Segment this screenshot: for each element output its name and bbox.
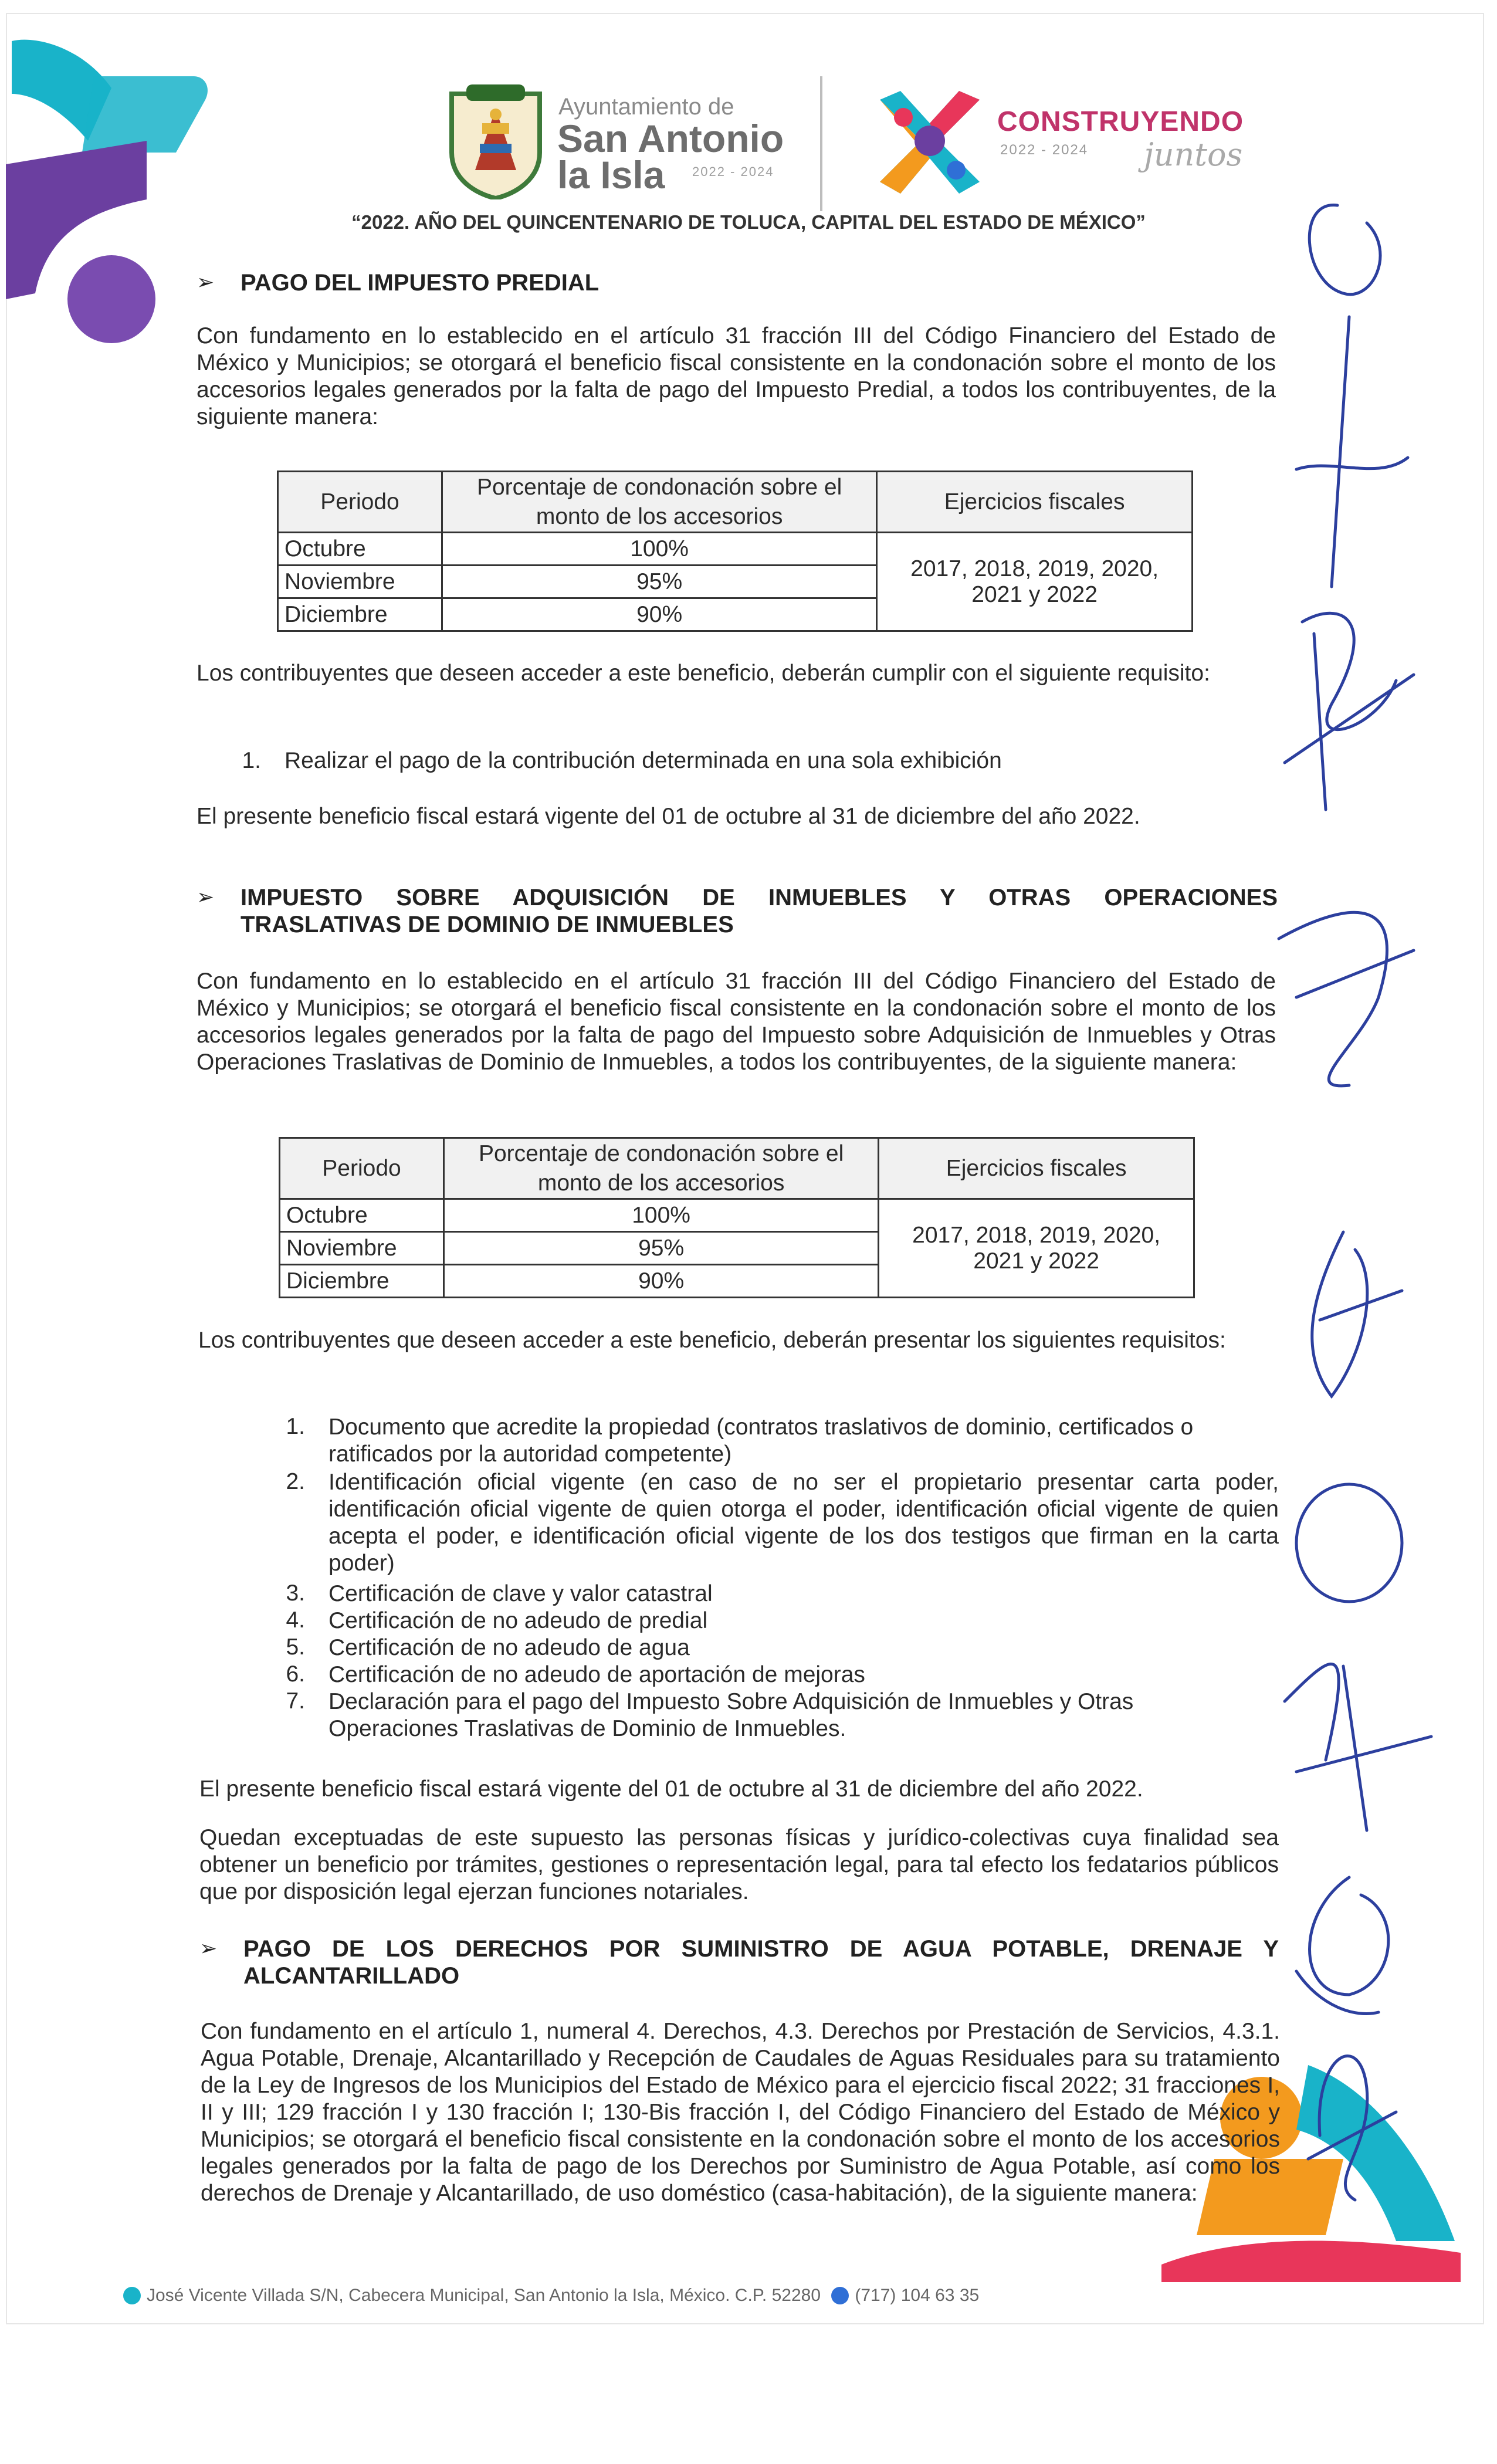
footer-phone: (717) 104 63 35	[855, 2286, 980, 2306]
municipio-name-line2: la Isla	[557, 153, 665, 197]
list-item: Certificación de no adeudo de agua	[328, 1635, 690, 1660]
signature-1-icon	[1296, 205, 1408, 587]
table-header-period: Periodo	[280, 1138, 444, 1199]
section3-title-line1: PAGO DE LOS DERECHOS POR SUMINISTRO DE AGUA POTABLE, DRENAJE Y	[243, 1936, 1279, 1962]
section1-intro: Con fundamento en lo establecido en el artículo 31 fracción III del Código Financiero del Estado de México y Municipios; se otorgará el beneficio fiscal consistente en la condonación sobre el monto de los accesorios legales generados por la falta de pago del Impuesto Predial, a todos los contribuyentes, de la siguiente manera:	[197, 323, 1276, 429]
table-cell-period: Noviembre	[280, 1232, 444, 1265]
section3-bullet-icon: ➢	[199, 1936, 218, 1960]
section3-intro: Con fundamento en el artículo 1, numeral 4. Derechos, 4.3. Derechos por Prestación de Servicios, 4.3.1. Agua Potable, Drenaje, Alcantarillado y Recepción de Caudales de Aguas Residuales para su tratamiento de la Ley de Ingresos de los Municipios del Estado de México para el ejercicio fiscal 2022; 31 fracciones I, II y III; 129 fracción I y 130 fracción I; 130-Bis fracción I, del Código Financiero del Estado de México y Municipios; se otorgará el beneficio fiscal consistente en la condonación sobre el monto de los accesorios legales generados por la falta de pago de los Derechos por Suministro de Agua Potable, así como los derechos de Drenaje y Alcantarillado, de uso doméstico (casa-habitación), de la siguiente manera:	[201, 2019, 1280, 2206]
purple-circle-shape	[67, 255, 155, 343]
table-header-period: Periodo	[278, 472, 442, 533]
section2-bullet-icon: ➢	[197, 885, 215, 909]
margin-signatures	[1261, 176, 1490, 2288]
table-cell-percent: 90%	[444, 1265, 879, 1298]
list-number: 4.	[286, 1607, 305, 1633]
signature-3-icon	[1279, 912, 1414, 1086]
signature-2-icon	[1285, 613, 1414, 810]
list-number: 5.	[286, 1634, 305, 1660]
list-item: Certificación de no adeudo de predial	[328, 1608, 708, 1633]
table-cell-period: Diciembre	[280, 1265, 444, 1298]
table-header-percent	[442, 472, 877, 533]
footer	[123, 2285, 979, 2306]
section2-validity: El presente beneficio fiscal estará vigente del 01 de octubre al 31 de diciembre del año 2022.	[199, 1776, 1143, 1802]
document-motto: “2022. AÑO DEL QUINCENTENARIO DE TOLUCA, CAPITAL DEL ESTADO DE MÉXICO”	[351, 211, 1146, 233]
section2-title-line1: IMPUESTO SOBRE ADQUISICIÓN DE INMUEBLES Y OTRAS OPERACIONES	[241, 885, 1278, 911]
section2-title-line2: TRASLATIVAS DE DOMINIO DE INMUEBLES	[241, 912, 734, 937]
table-cell-years	[877, 533, 1193, 631]
section1-requirements-intro: Los contribuyentes que deseen acceder a este beneficio, deberán cumplir con el siguiente requisito:	[197, 661, 1210, 686]
list-item: Documento que acredite la propiedad (contratos traslativos de dominio, certificados o ratificados por la autoridad competente)	[328, 1414, 1194, 1467]
signature-4-icon	[1312, 1232, 1402, 1396]
signature-5-icon	[1296, 1484, 1402, 1602]
teal-bar-shape	[82, 76, 208, 153]
table-years-line1: 2017, 2018, 2019, 2020,	[912, 1222, 1161, 1248]
list-item: Declaración para el pago del Impuesto Sobre Adquisición de Inmuebles y Otras Operaciones Traslativas de Dominio de Inmuebles.	[328, 1689, 1134, 1741]
municipio-name-line1: San Antonio	[557, 117, 784, 160]
table-cell-percent: 100%	[442, 533, 877, 566]
footer-address: José Vicente Villada S/N, Cabecera Municipal, San Antonio la Isla, México. C.P. 52280	[147, 2286, 821, 2306]
table-header-percent-line2: monto de los accesorios	[536, 503, 783, 529]
signature-7-icon	[1296, 1877, 1388, 2013]
municipal-shield-icon	[446, 82, 546, 199]
table-header-percent	[444, 1138, 879, 1199]
list-item: Identificación oficial vigente (en caso de no ser el propietario presentar carta poder, identificación oficial vigente de quien otorga el poder, identificación oficial vigente de quien acepta el poder, e identificación oficial vigente de los dos testigos que firman en la carta poder)	[328, 1470, 1279, 1576]
table-years-line1: 2017, 2018, 2019, 2020,	[910, 556, 1159, 581]
section1-title: PAGO DEL IMPUESTO PREDIAL	[241, 270, 600, 296]
phone-icon	[831, 2287, 849, 2304]
location-pin-icon	[123, 2287, 141, 2304]
table-cell-percent: 100%	[444, 1199, 879, 1232]
list-number: 1.	[242, 748, 261, 773]
brand-script: juntos	[1144, 136, 1243, 173]
table-cell-percent: 95%	[442, 566, 877, 598]
brand-years: 2022 - 2024	[1000, 142, 1089, 158]
section2-exception: Quedan exceptuadas de este supuesto las personas físicas y jurídico-colectivas cuya finalidad sea obtener un beneficio por trámites, gestiones o representación legal, para tal efecto los fedatarios públicos que por disposición legal ejerzan funciones notariales.	[199, 1825, 1279, 1904]
section2-intro: Con fundamento en lo establecido en el artículo 31 fracción III del Código Financiero del Estado de México y Municipios; se otorgará el beneficio fiscal consistente en la condonación sobre el monto de los accesorios legales generados por la falta de pago del Impuesto sobre Adquisición de Inmuebles y Otras Operaciones Traslativas de Dominio de Inmuebles, a todos los contribuyentes, de la siguiente manera:	[197, 969, 1276, 1075]
table-years-line2: 2021 y 2022	[973, 1248, 1099, 1274]
section1-bullet-icon: ➢	[197, 270, 215, 294]
section3-title-line2: ALCANTARILLADO	[243, 1963, 460, 1989]
list-number: 7.	[286, 1688, 305, 1714]
brand-title: CONSTRUYENDO	[997, 106, 1244, 137]
section1-table	[277, 471, 1193, 632]
section2-requirements-intro: Los contribuyentes que deseen acceder a este beneficio, deberán presentar los siguientes requisitos:	[198, 1328, 1226, 1353]
table-cell-period: Octubre	[280, 1199, 444, 1232]
construyendo-logo-icon	[868, 82, 991, 205]
table-header-percent-line1: Porcentaje de condonación sobre el	[476, 474, 842, 500]
header-divider	[818, 76, 824, 211]
table-cell-percent: 90%	[442, 598, 877, 631]
section2-table	[279, 1137, 1195, 1298]
table-header-years: Ejercicios fiscales	[877, 472, 1193, 533]
list-number: 1.	[286, 1414, 305, 1439]
list-item: Certificación de clave y valor catastral	[328, 1581, 713, 1606]
list-item: Realizar el pago de la contribución determinada en una sola exhibición	[285, 748, 1002, 773]
table-header-years: Ejercicios fiscales	[879, 1138, 1194, 1199]
list-number: 3.	[286, 1580, 305, 1606]
table-header-percent-line1: Porcentaje de condonación sobre el	[478, 1140, 844, 1166]
ayuntamiento-label: Ayuntamiento de	[558, 94, 734, 120]
signature-6-icon	[1285, 1664, 1431, 1830]
list-number: 6.	[286, 1661, 305, 1687]
table-years-line2: 2021 y 2022	[971, 581, 1098, 607]
municipio-years: 2022 - 2024	[692, 164, 774, 179]
table-cell-percent: 95%	[444, 1232, 879, 1265]
list-number: 2.	[286, 1469, 305, 1494]
section1-validity: El presente beneficio fiscal estará vigente del 01 de octubre al 31 de diciembre del año 2022.	[197, 804, 1140, 829]
table-header-percent-line2: monto de los accesorios	[537, 1170, 785, 1196]
table-cell-period: Octubre	[278, 533, 442, 566]
table-cell-period: Diciembre	[278, 598, 442, 631]
signature-8-icon	[1308, 2056, 1396, 2200]
table-cell-period: Noviembre	[278, 566, 442, 598]
table-cell-years	[879, 1199, 1194, 1298]
list-item: Certificación de no adeudo de aportación de mejoras	[328, 1662, 865, 1687]
